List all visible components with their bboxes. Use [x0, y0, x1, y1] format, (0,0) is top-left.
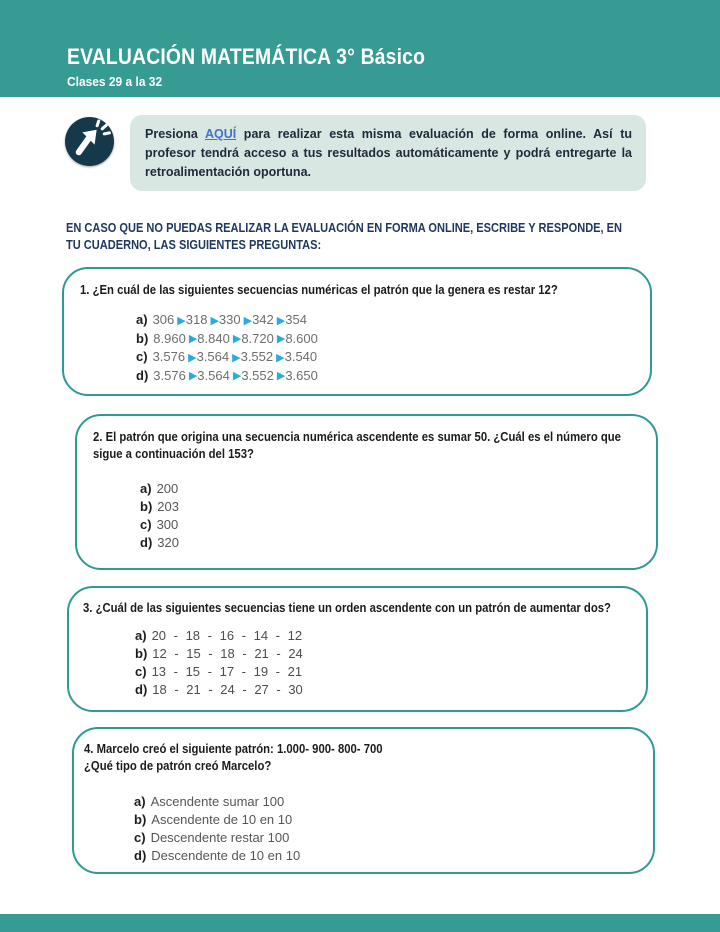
- option-text: 300: [156, 517, 179, 532]
- option-row: [136, 348, 640, 367]
- click-cursor-icon: [65, 117, 114, 166]
- sequence-arrow-icon: ▶: [243, 313, 253, 327]
- option-row: [135, 663, 636, 681]
- offline-instruction: [66, 219, 720, 253]
- question-3-title: 3. ¿Cuál de las siguientes secuencias tiene un orden ascendente con un patrón de aumentar dos?: [83, 600, 611, 615]
- sequence-number: 306: [152, 312, 175, 327]
- sequence-number: 3.564: [196, 349, 230, 364]
- question-2-title: 2. El patrón que origina una secuencia numérica ascendente es sumar 50. ¿Cuál es el número que: [93, 429, 621, 444]
- cursor-arrow-glyph: [65, 117, 114, 166]
- option-row: [140, 534, 646, 552]
- notice-text-after: para realizar esta misma evaluación de forma online. Así tu profesor tendrá acceso a tus resultados automáticamente y podrá entregarte la retroalimentación oportuna.: [145, 127, 633, 179]
- number-sequence: [153, 331, 318, 346]
- sequence-arrow-icon: ▶: [188, 332, 198, 345]
- option-letter: b): [136, 330, 149, 346]
- question-4-title: ¿Qué tipo de patrón creó Marcelo?: [84, 758, 272, 773]
- option-row: [134, 847, 643, 865]
- option-letter: c): [135, 664, 147, 679]
- sequence-number: 8.960: [153, 330, 186, 346]
- option-row: [135, 627, 636, 645]
- sequence-number: 318: [185, 312, 208, 327]
- page-title: EVALUACIÓN MATEMÁTICA 3° Básico: [67, 44, 426, 69]
- option-text: 20 - 18 - 16 - 14 - 12: [151, 628, 303, 643]
- number-sequence: [153, 368, 318, 383]
- option-text: Descendente de 10 en 10: [151, 848, 301, 863]
- option-letter: a): [135, 628, 147, 643]
- option-row: [140, 516, 646, 534]
- option-text: Descendente restar 100: [150, 830, 290, 845]
- option-text: 320: [157, 535, 179, 550]
- option-letter: d): [136, 367, 149, 383]
- header-band: [0, 0, 720, 97]
- instruction-line: TU CUADERNO, LAS SIGUIENTES PREGUNTAS:: [66, 237, 322, 252]
- option-letter: c): [140, 517, 152, 532]
- question-box-4: [72, 727, 655, 874]
- option-text: 200: [156, 481, 179, 496]
- option-letter: d): [140, 535, 153, 550]
- option-row: [140, 498, 646, 516]
- number-sequence: [153, 312, 307, 327]
- option-text: 18 - 21 - 24 - 27 - 30: [152, 682, 303, 697]
- footer-band: [0, 914, 720, 932]
- question-2-options: [140, 480, 646, 552]
- online-evaluation-link[interactable]: AQUÍ: [204, 127, 237, 141]
- page-subtitle: Clases 29 a la 32: [67, 74, 163, 89]
- sequence-arrow-icon: ▶: [276, 369, 286, 382]
- option-text: 12 - 15 - 18 - 21 - 24: [152, 646, 303, 661]
- option-letter: b): [140, 499, 153, 514]
- sequence-number: 3.564: [197, 367, 230, 383]
- option-row: [136, 311, 640, 330]
- sequence-arrow-icon: ▶: [188, 350, 197, 364]
- option-letter: a): [140, 481, 152, 496]
- sequence-arrow-icon: ▶: [232, 369, 242, 382]
- sequence-arrow-icon: ▶: [210, 313, 219, 327]
- option-letter: d): [135, 682, 148, 697]
- sequence-number: 3.650: [285, 367, 318, 383]
- option-text: 203: [157, 499, 179, 514]
- sequence-number: 3.552: [241, 367, 274, 383]
- option-row: [140, 480, 646, 498]
- number-sequence: [153, 349, 318, 364]
- sequence-number: 354: [285, 312, 307, 327]
- sequence-arrow-icon: ▶: [276, 313, 286, 327]
- sequence-number: 3.552: [240, 349, 274, 364]
- sequence-number: 8.840: [197, 330, 230, 346]
- question-4-title: 4. Marcelo creó el siguiente patrón: 1.000- 900- 800- 700: [84, 741, 383, 756]
- sequence-arrow-icon: ▶: [232, 332, 242, 345]
- sequence-number: 3.540: [284, 349, 318, 364]
- sequence-arrow-icon: ▶: [188, 369, 198, 382]
- question-2-title: sigue a continuación del 153?: [93, 446, 254, 461]
- option-letter: a): [134, 794, 146, 809]
- option-row: [134, 793, 643, 811]
- option-letter: b): [134, 812, 147, 827]
- sequence-number: 330: [218, 312, 241, 327]
- option-letter: b): [135, 646, 148, 661]
- sequence-number: 342: [252, 312, 274, 327]
- question-1-options: [136, 311, 640, 385]
- option-text: 13 - 15 - 17 - 19 - 21: [151, 664, 303, 679]
- online-notice-text: [145, 125, 632, 182]
- sequence-arrow-icon: ▶: [276, 350, 285, 364]
- option-letter: d): [134, 848, 147, 863]
- question-4-options: [134, 793, 643, 865]
- sequence-arrow-icon: ▶: [276, 332, 286, 345]
- sequence-number: 8.720: [241, 330, 274, 346]
- option-row: [135, 681, 636, 699]
- option-row: [134, 829, 643, 847]
- option-letter: c): [136, 349, 148, 364]
- question-box-3: [67, 586, 648, 712]
- option-text: Ascendente de 10 en 10: [151, 812, 293, 827]
- option-text: Ascendente sumar 100: [150, 794, 285, 809]
- option-row: [135, 645, 636, 663]
- question-box-2: [75, 414, 658, 570]
- sequence-number: 3.576: [153, 367, 186, 383]
- sequence-number: 3.576: [152, 349, 186, 364]
- sequence-arrow-icon: ▶: [177, 313, 186, 327]
- instruction-line: EN CASO QUE NO PUEDAS REALIZAR LA EVALUACIÓN EN FORMA ONLINE, ESCRIBE Y RESPONDE, EN: [66, 220, 623, 235]
- option-row: [136, 367, 640, 386]
- question-box-1: [62, 267, 652, 396]
- notice-text-before: Presiona: [145, 127, 205, 141]
- question-3-options: [135, 627, 636, 699]
- option-letter: a): [136, 312, 148, 327]
- sequence-arrow-icon: ▶: [232, 350, 241, 364]
- option-row: [134, 811, 643, 829]
- option-letter: c): [134, 830, 146, 845]
- question-1-title: 1. ¿En cuál de las siguientes secuencias numéricas el patrón que la genera es restar 12?: [80, 282, 558, 297]
- sequence-number: 8.600: [285, 330, 318, 346]
- option-row: [136, 330, 640, 349]
- online-notice-box: [130, 115, 646, 191]
